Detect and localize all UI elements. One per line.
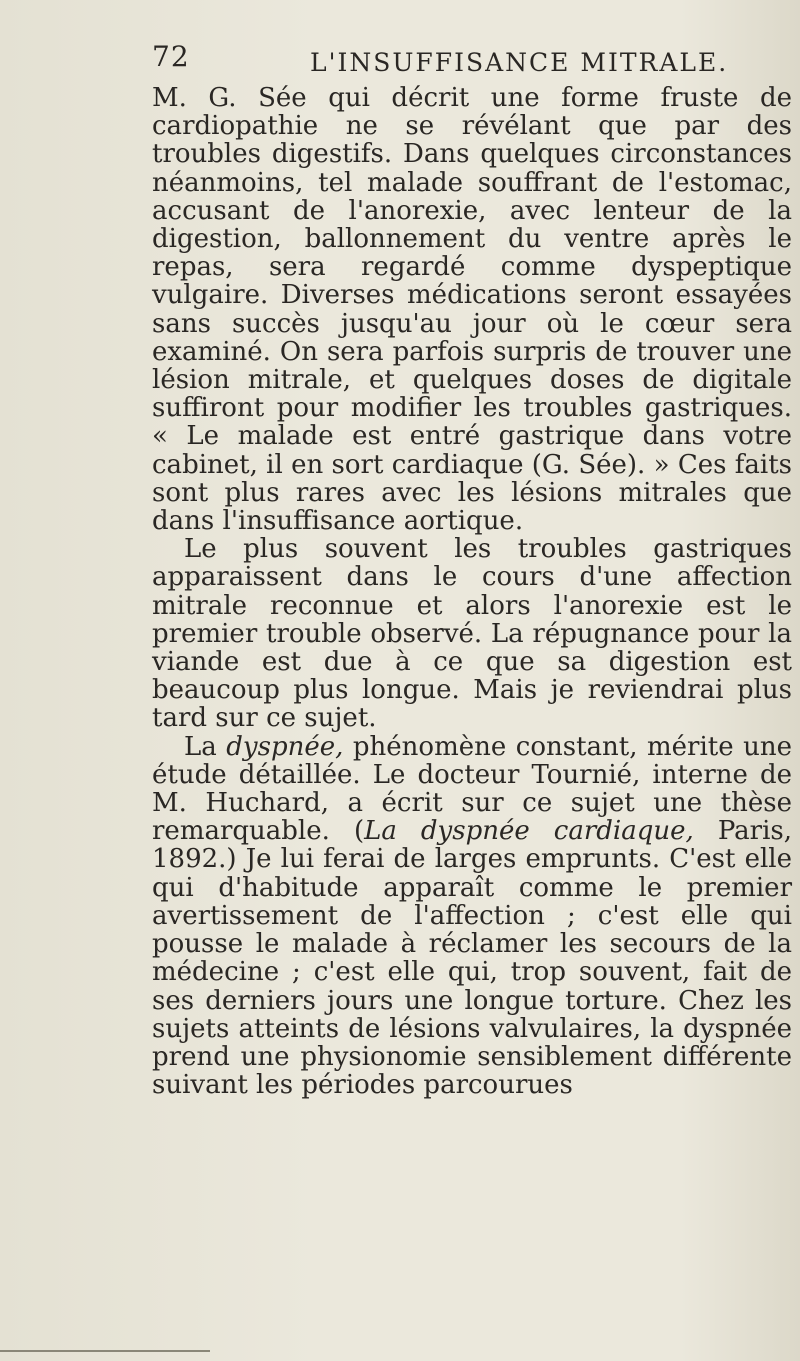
paragraph-3-part-3: Paris, 1892.) Je lui ferai de larges emprunts. C'est elle qui d'habitude apparaît comme le premier avertissement de l'affection ; c'est elle qui pousse le malade à réclamer les secours de la médecine ; c'est elle qui, trop souvent, fait de ses derniers jours une longue torture. Chez les sujets atteints de lésions valvulaires, la dyspnée prend une physionomie sensiblement différente suivant les périodes parcourues [152, 816, 793, 1101]
paragraph-3-part-2: phénomène constant, mérite une étude détaillée. Le docteur Tournié, interne de M. Huchard, a écrit sur ce sujet une thèse remarquable. ( [152, 731, 792, 847]
paragraph-1: M. G. Sée qui décrit une forme fruste de cardiopathie ne se révélant que par des troubles digestifs. Dans quelques circonstances néanmoins, tel malade souffrant de l'estomac, accusant de l'anorexie, avec lenteur de la digestion, ballonnement du ventre après le repas, sera regardé comme dyspeptique vulgaire. Diverses médications seront essayées sans succès jusqu'au jour où le cœur sera examiné. On sera parfois surpris de trouver une lésion mitrale, et quelques doses de digitale suffiront pour modifier les troubles gastriques. « Le malade est entré gastrique dans votre cabinet, il en sort cardiaque (G. Sée). » Ces faits sont plus rares avec les lésions mitrales que dans l'insuffisance aortique. [152, 83, 792, 537]
italic-book-title: La dyspnée cardiaque, [364, 816, 694, 847]
italic-term-dyspnee: dyspnée, [226, 731, 344, 762]
body-text [152, 84, 792, 1099]
paragraph-3-part-1: La [184, 731, 227, 762]
running-title: L'INSUFFISANCE MITRALE. [310, 48, 729, 77]
bottom-rule [0, 1350, 210, 1352]
paragraph-2: Le plus souvent les troubles gastriques apparaissent dans le cours d'une affection mitrale reconnue et alors l'anorexie est le premier trouble observé. La répugnance pour la viande est due à ce que sa digestion est beaucoup plus longue. Mais je reviendrai plus tard sur ce sujet. [152, 534, 792, 734]
paragraph-3 [152, 733, 792, 1100]
page-number: 72 [152, 40, 190, 73]
page-header [152, 40, 752, 80]
